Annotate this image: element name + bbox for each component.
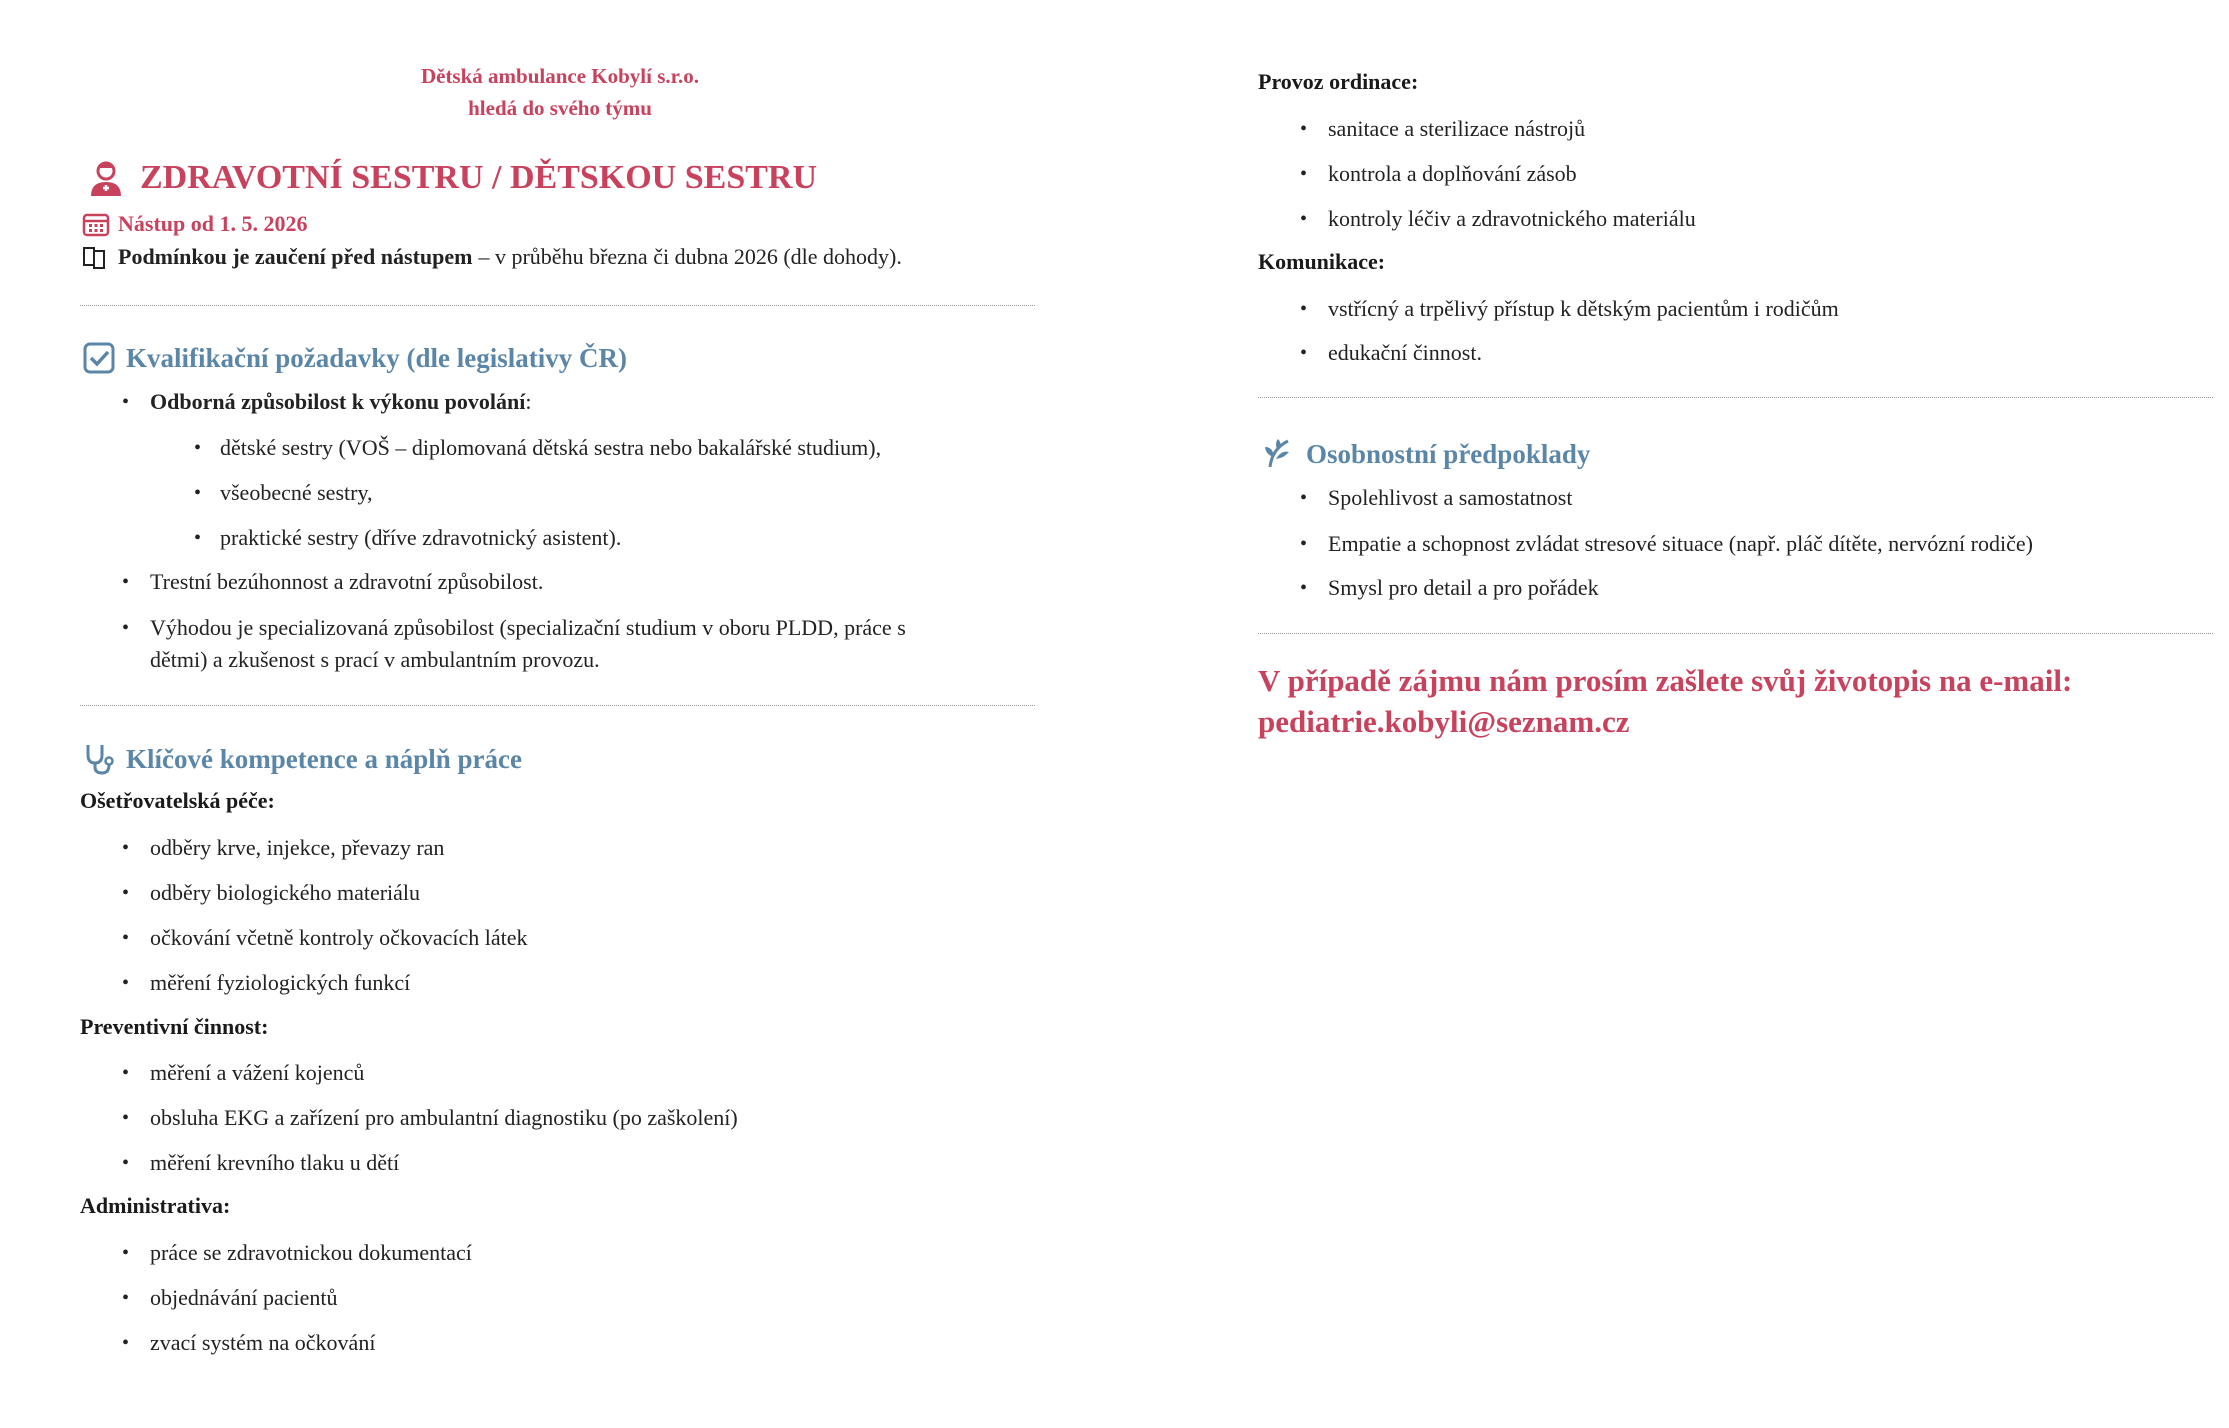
list-item [150,612,906,676]
leaf-icon [1262,437,1296,471]
list-item: • práce se zdravotnickou dokumentací [150,1237,472,1269]
divider [80,305,1035,306]
list-item: • očkování včetně kontroly očkovacích látek [150,922,528,954]
qualifications-heading [82,341,627,375]
list-item: • obsluha EKG a zařízení pro ambulantní diagnostiku (po zaškolení) [150,1102,738,1134]
qualification-line-1: • Výhodou je specializovaná způsobilost (specializační studium v oboru PLDD, práce s [150,615,906,640]
calendar-icon [82,211,110,237]
nursing-title: Ošetřovatelská péče: [80,788,275,813]
list-item: • dětské sestry (VOŠ – diplomovaná dětská sestra nebo bakalářské studium), [220,432,881,464]
admin-title: Administrativa: [80,1193,231,1218]
list-item: • edukační činnost. [1328,337,1482,369]
list-item: • kontrola a doplňování zásob [1328,158,1577,190]
list-item: • sanitace a sterilizace nástrojů [1328,113,1585,145]
contact-text: V případě zájmu nám prosím zašlete svůj životopis na e-mail: [1258,663,2073,698]
list-item: • všeobecné sestry, [220,477,373,509]
competences-title: Klíčové kompetence a náplň práce [126,743,522,774]
list-item: • zvací systém na očkování [150,1327,375,1359]
personality-heading [1262,437,1590,471]
list-item: • vstřícný a trpělivý přístup k dětským pacientům i rodičům [1328,293,1839,325]
list-item: • objednávání pacientů [150,1282,338,1314]
contact-block [1258,660,2072,742]
list-item: • měření fyziologických funkcí [150,967,410,999]
divider [1258,633,2213,634]
qualification-suffix: : [525,389,532,414]
contact-email[interactable]: pediatrie.kobyli@seznam.cz [1258,704,1630,739]
stethoscope-icon [82,742,116,776]
list-item: • Spolehlivost a samostatnost [1328,482,1572,514]
list-item: • odběry biologického materiálu [150,877,420,909]
list-item: • Trestní bezúhonnost a zdravotní způsobilost. [150,566,543,598]
divider [1258,397,2213,398]
communication-title: Komunikace: [1258,249,1386,274]
start-date: Nástup od 1. 5. 2026 [118,211,308,236]
list-item: • Smysl pro detail a pro pořádek [1328,572,1599,604]
qualifications-title: Kvalifikační požadavky (dle legislativy ČR) [126,342,628,373]
start-date-row [82,211,307,237]
condition-bold: Podmínkou je zaučení před nástupem [118,244,473,269]
page-title [80,158,817,198]
list-item: • měření krevního tlaku u dětí [150,1147,399,1179]
position-title: ZDRAVOTNÍ SESTRU / DĚTSKOU SESTRU [140,159,818,196]
nurse-icon [86,158,126,198]
condition-text: – v průběhu března či dubna 2026 (dle dohody). [478,244,902,269]
list-item: • odběry krve, injekce, převazy ran [150,832,444,864]
list-item: • Empatie a schopnost zvládat stresové situace (např. pláč dítěte, nervózní rodiče) [1328,528,2033,560]
list-item: • praktické sestry (dříve zdravotnický asistent). [220,522,621,554]
preventive-title: Preventivní činnost: [80,1014,269,1039]
company-name: Dětská ambulance Kobylí s.r.o. [420,64,700,88]
condition-row [82,244,902,270]
list-item: • kontroly léčiv a zdravotnického materiálu [1328,203,1696,235]
operations-title: Provoz ordinace: [1258,69,1419,94]
company-subtitle: hledá do svého týmu [468,96,652,120]
personality-title: Osobnostní předpoklady [1306,438,1591,469]
book-icon [82,245,108,269]
list-item: • měření a vážení kojenců [150,1057,364,1089]
qualification-line-2: dětmi) a zkušenost s prací v ambulantním provozu. [150,647,600,672]
checkbox-icon [82,341,116,375]
competences-heading [82,742,522,776]
divider [80,705,1035,706]
qualification-bold: Odborná způsobilost k výkonu povolání [150,389,526,414]
list-item [150,386,532,418]
